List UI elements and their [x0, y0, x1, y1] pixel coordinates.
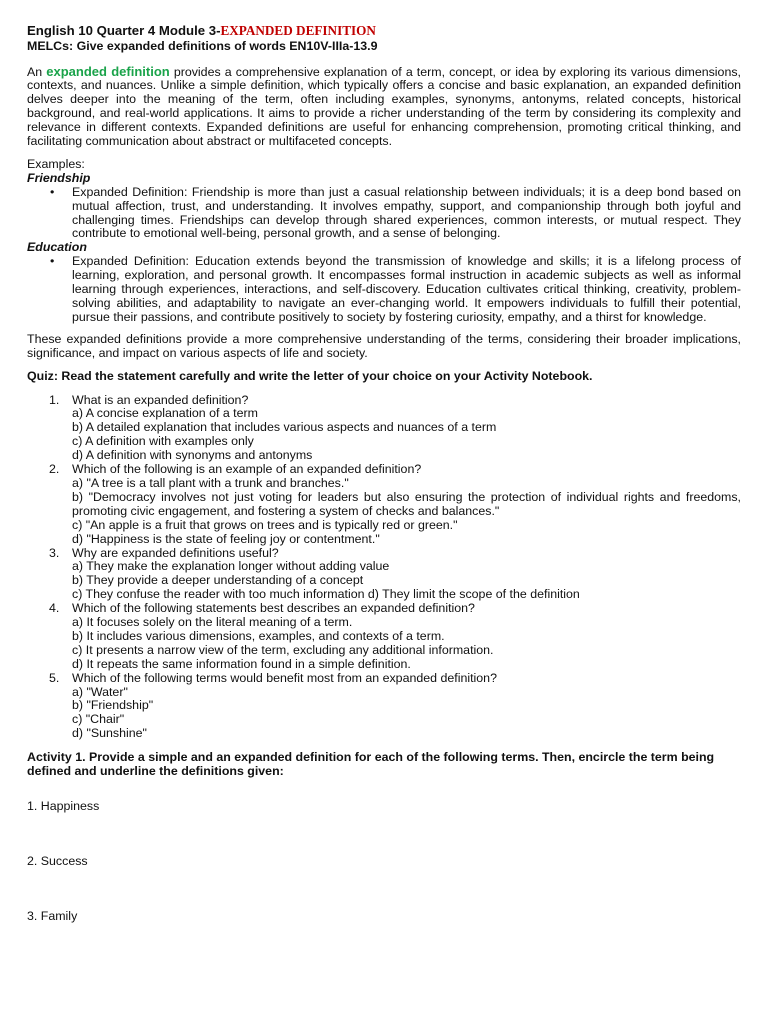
answer-option: a) It focuses solely on the literal meaning of a term.: [72, 615, 353, 630]
question-text: Which of the following is an example of an expanded definition?: [72, 462, 422, 477]
answer-option: c) "An apple is a fruit that grows on trees and is typically red or green.": [72, 517, 458, 532]
question-text: Which of the following terms would benefit most from an expanded definition?: [72, 670, 497, 685]
answer-option: a) A concise explanation of a term: [72, 406, 258, 421]
answer-option: b) "Democracy involves not just voting for leaders but also ensuring the protection of individual rights and freedoms, promoting civic engagement, and fostering a system of checks and balances.": [72, 489, 741, 518]
answer-option: c) It presents a narrow view of the term, excluding any additional information.: [72, 642, 494, 657]
example-term-friendship: Friendship: [27, 170, 91, 185]
quiz-question: [49, 670, 741, 742]
examples-label: Examples:: [27, 156, 85, 171]
example-list-friendship: [27, 186, 741, 242]
question-text: Why are expanded definitions useful?: [72, 545, 279, 560]
question-number: 4.: [49, 601, 60, 616]
answer-option: b) It includes various dimensions, examples, and contexts of a term.: [72, 628, 445, 643]
answer-option: b) A detailed explanation that includes various aspects and nuances of a term: [72, 420, 497, 435]
document-title: [27, 24, 741, 39]
answer-option: d) "Sunshine": [72, 726, 147, 741]
title-prefix: English 10 Quarter 4 Module 3-: [27, 23, 221, 38]
answer-option: b) "Friendship": [72, 698, 154, 713]
activity-item-success: 2. Success: [27, 853, 88, 868]
answer-option: c) "Chair": [72, 712, 125, 727]
intro-term: expanded definition: [46, 63, 170, 79]
activity-item-family: 3. Family: [27, 908, 78, 923]
activity-title: Activity 1. Provide a simple and an expanded definition for each of the following terms. Then, encircle the term being defined and underline the definitions given:: [27, 750, 715, 779]
closing-paragraph: These expanded definitions provide a more comprehensive understanding of the terms, considering their broader implications, significance, and impact on various aspects of life and society.: [27, 331, 741, 360]
question-text: Which of the following statements best describes an expanded definition?: [72, 601, 475, 616]
activity-item-happiness: 1. Happiness: [27, 799, 100, 813]
quiz-question: [49, 462, 741, 546]
melcs-line: MELCs: Give expanded definitions of words EN10V-IIIa-13.9: [27, 38, 378, 53]
title-topic: EXPANDED DEFINITION: [220, 23, 376, 38]
question-number: 5.: [49, 670, 60, 685]
question-number: 1.: [49, 392, 60, 407]
quiz-list: [27, 394, 741, 742]
example-definition-friendship: • Expanded Definition: Friendship is more than just a casual relationship between individuals; it is a deep bond based on mutual affection, trust, and understanding. It involves empathy, support, and companionship through both joyful and challenging times. Friendships can develop through shared experiences, common interests, or mutual respect. They contribute to emotional well-being, personal growth, and a sense of belonging.: [72, 186, 741, 242]
answer-option: a) "A tree is a tall plant with a trunk and branches.": [72, 475, 349, 490]
example-list-education: [27, 255, 741, 325]
intro-paragraph: [27, 65, 741, 149]
quiz-question: [49, 392, 741, 464]
answer-option: d) A definition with synonyms and antonyms: [72, 448, 313, 463]
intro-body: provides a comprehensive explanation of a term, concept, or idea by exploring its various dimensions, contexts, and nuances. Unlike a simple definition, which typically offers a concise and basic explanation, an expanded definition delves deeper into the meaning of the term, often including examples, synonyms, antonyms, related concepts, historical background, and real-world applications. It aims to provide a richer understanding of the term by considering its complexity and relevance in different contexts. Expanded definitions are useful for enhancing comprehension, promoting critical thinking, and facilitating communication about abstract or multifaceted concepts.: [27, 64, 741, 149]
question-number: 3.: [49, 545, 60, 560]
answer-option: c) They confuse the reader with too much information d) They limit the scope of the definition: [72, 587, 580, 602]
answer-option: a) "Water": [72, 684, 128, 699]
quiz-question: [49, 601, 741, 672]
intro-lead: An: [27, 64, 47, 79]
example-term-education: Education: [27, 240, 87, 255]
question-number: 2.: [49, 462, 60, 477]
answer-option: d) It repeats the same information found in a simple definition.: [72, 656, 411, 671]
quiz-title: Quiz: Read the statement carefully and write the letter of your choice on your Activity Notebook.: [27, 368, 593, 383]
example-definition-education: • Expanded Definition: Education extends beyond the transmission of knowledge and skills; it is a lifelong process of learning, exploration, and personal growth. It encompasses formal instruction in academic subjects as well as informal learning through experiences, interactions, and self-discovery. Education cultivates critical thinking, creativity, problem-solving abilities, and adaptability to navigate an ever-changing world. It empowers individuals to fulfill their potential, pursue their passions, and contribute positively to society by fostering curiosity, empathy, and a thirst for knowledge.: [72, 255, 741, 325]
answer-option: b) They provide a deeper understanding of a concept: [72, 573, 364, 588]
answer-option: a) They make the explanation longer without adding value: [72, 559, 390, 574]
quiz-question: [49, 545, 741, 603]
answer-option: d) "Happiness is the state of feeling joy or contentment.": [72, 531, 380, 546]
answer-option: c) A definition with examples only: [72, 434, 254, 449]
question-text: What is an expanded definition?: [72, 392, 249, 407]
